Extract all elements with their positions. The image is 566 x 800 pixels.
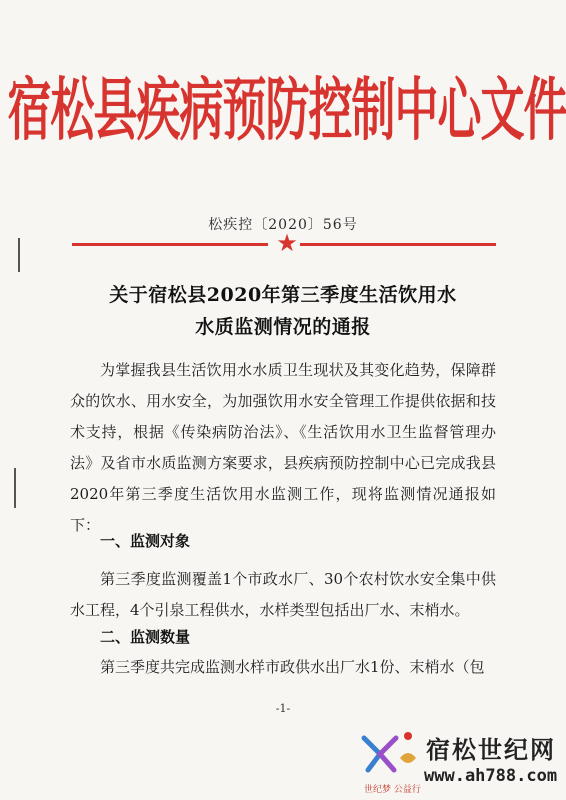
document-title-line-2: 水质监测情况的通报 [195, 316, 371, 338]
document-title-line-1: 关于宿松县2020年第三季度生活饮用水 [109, 284, 457, 306]
watermark-site-name: 宿松世纪网 [426, 736, 556, 764]
sj-logo-icon [360, 728, 420, 778]
binding-mark [18, 238, 20, 272]
binding-mark [14, 468, 16, 508]
section-text-1: 第三季度监测覆盖1个市政水厂、30个农村饮水安全集中供水工程，4个引泉工程供水，水样类型包括出厂水、末梢水。 [70, 570, 496, 619]
intro-paragraph: 为掌握我县生活饮用水水质卫生现状及其变化趋势，保障群众的饮水、用水安全，为加强饮用水安全管理工作提供依据和技术支持，根据《传染病防治法》、《生活饮用水卫生监督管理办法》及省市水质监测方案要求，县疾病预防控制中心已完成我县2020年第三季度生活饮用水监测工作，现将监测情况通报如下： [70, 361, 496, 534]
watermark-url: www.ah788.com [424, 766, 558, 786]
section-heading-2: 二、监测数量 [100, 628, 191, 646]
document-number: 松疾控〔2020〕56号 [208, 217, 358, 233]
document-masthead: 宿松县疾病预防控制中心文件 [7, 71, 566, 151]
red-star-icon: ★ [276, 229, 298, 257]
watermark-subtitle: 世纪梦 公益行 [364, 785, 421, 795]
section-text-2: 第三季度共完成监测水样市政供水出厂水1份、末梢水（包 [100, 658, 485, 676]
site-watermark [360, 722, 566, 800]
red-separator-left [72, 243, 268, 246]
page-number: -1- [275, 702, 291, 715]
section-heading-1: 一、监测对象 [100, 532, 191, 550]
red-separator-right [300, 243, 496, 246]
